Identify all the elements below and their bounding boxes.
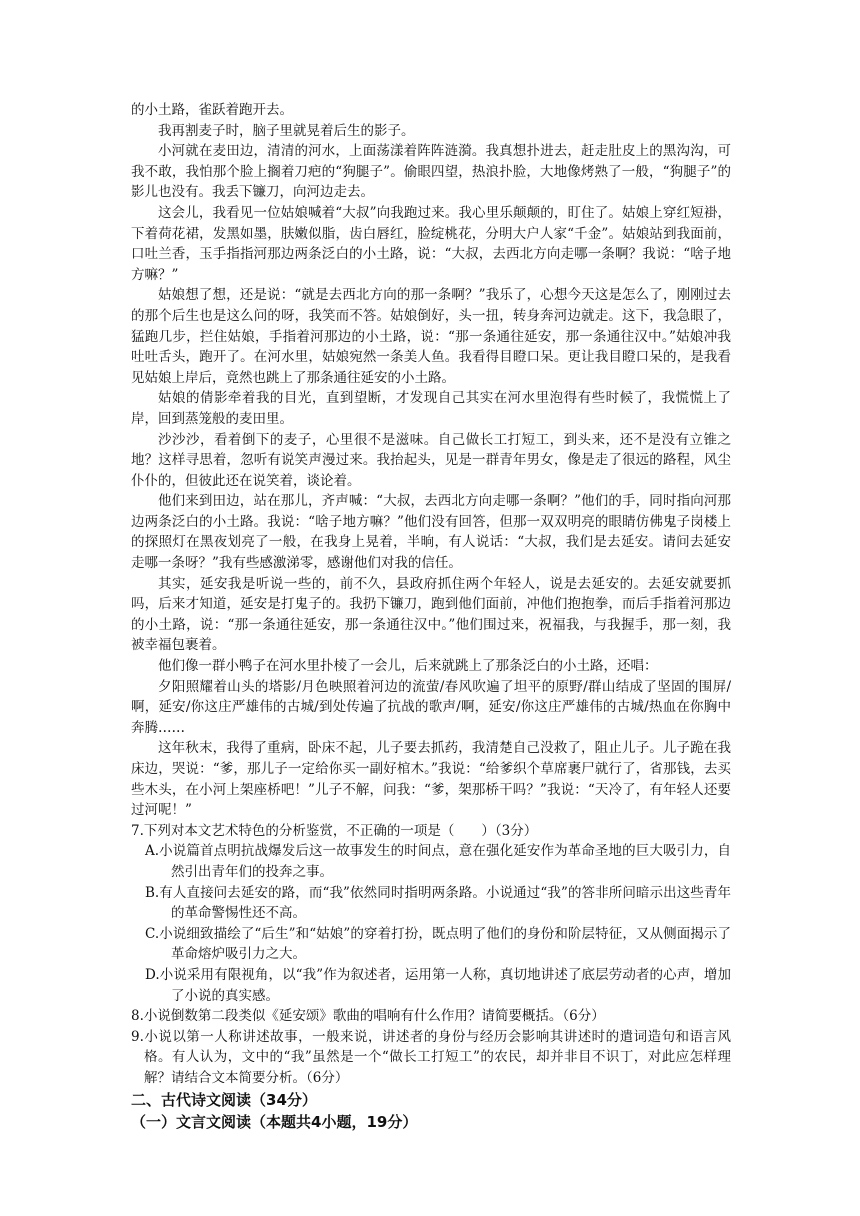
subsection-heading: （一）文言文阅读（本题共4小题，19分） (131, 1112, 418, 1131)
paragraph: 沙沙沙，看着倒下的麦子，心里很不是滋味。自己做长工打短工，到头来，还不是没有立锥之地？这样寻思着，忽听有说笑声漫过来。我抬起头，见是一群青年男女，像是走了很远的路程，风尘仆仆的，但彼此还在说笑着，谈论着。 (131, 431, 731, 489)
question-7: 7.下列对本文艺术特色的分析鉴赏，不正确的一项是（ ）（3分） (131, 822, 538, 839)
option-b: B.有人直接问去延安的路，而“我”依然同时指明两条路。小说通过“我”的答非所问暗示出这些青年的革命警惕性还不高。 (145, 884, 731, 922)
paragraph: 姑娘的倩影牵着我的目光，直到望断，才发现自己其实在河水里泡得有些时候了，我慌慌上了岸，回到蒸笼般的麦田里。 (131, 390, 731, 427)
paragraph: 他们像一群小鸭子在河水里扑棱了一会儿，后来就跳上了那条泛白的小土路，还唱： (158, 658, 658, 675)
question-8: 8.小说倒数第二段类似《延安颂》歌曲的唱响有什么作用？请简要概括。（6分） (131, 1008, 605, 1025)
paragraph: 这年秋末，我得了重病，卧床不起，儿子要去抓药，我清楚自己没救了，阻止儿子。儿子跪在我床边，哭说：“爹，那儿子一定给你买一副好棺木。”我说：“给爹织个草席裹尸就行了，省那钱，去买些木头，在小河上架座桥吧！”儿子不解，问我：“爹，架那桥干吗？”我说：“天冷了，有年轻人还要过河呢！” (131, 740, 731, 819)
option-d: D.小说采用有限视角，以“我”作为叙述者，运用第一人称，真切地讲述了底层劳动者的心声，增加了小说的真实感。 (145, 966, 731, 1004)
paragraph: 小河就在麦田边，清清的河水，上面荡漾着阵阵涟漪。我真想扑进去，赶走肚皮上的黑沟沟，可我不敢，我怕那个脸上搁着刀疤的“狗腿子”。偷眼四望，热浪扑脸，大地像烤熟了一般，“狗腿子”的影儿也没有。我丢下镰刀，向河边走去。 (131, 143, 731, 201)
paragraph: 这会儿，我看见一位姑娘喊着“大叔”向我跑过来。我心里乐颠颠的，盯住了。姑娘上穿红短褂，下着荷花裙，发黑如墨，肤嫩似脂，齿白唇红，脸绽桃花，分明大户人家“千金”。姑娘站到我面前，口吐兰香，玉手指指河那边两条泛白的小土路，说：“大叔，去西北方向走哪一条啊？我说：“啥子地方嘛？” (131, 204, 731, 283)
paragraph: 我再割麦子时，脑子里就晃着后生的影子。 (158, 122, 415, 139)
paragraph: 他们来到田边，站在那儿，齐声喊：“大叔，去西北方向走哪一条啊？”他们的手，同时指向河那边两条泛白的小土路。我说：“啥子地方嘛？”他们没有回答，但那一双双明亮的眼睛仿佛鬼子岗楼上的探照灯在黑夜划亮了一般，在我身上晃着，半晌，有人说话：“大叔，我们是去延安。请问去延安走哪一条呀？”我有些感激涕零，感谢他们对我的信任。 (131, 493, 731, 572)
paragraph: 姑娘想了想，还是说：“就是去西北方向的那一条啊？”我乐了，心想今天这是怎么了，刚刚过去的那个后生也是这么问的呀，我笑而不答。姑娘倒好，头一扭，转身奔河边就走。这下，我急眼了，猛跑几步，拦住姑娘，手指着河那边的小土路，说：“那一条通往延安，那一条通往汉中。”姑娘冲我吐吐舌头，跑开了。在河水里，姑娘宛然一条美人鱼。我看得目瞪口呆。更让我目瞪口呆的，是我看见姑娘上岸后，竟然也跳上了那条通往延安的小土路。 (131, 287, 731, 386)
document-page (131, 100, 731, 1133)
paragraph: 的小土路，雀跃着跑开去。 (131, 102, 293, 118)
song-lyrics: 夕阳照耀着山头的塔影/月色映照着河边的流萤/春风吹遍了坦平的原野/群山结成了坚固的围屏/啊，延安/你这庄严雄伟的古城/到处传遍了抗战的歌声/啊，延安/你这庄严雄伟的古城/热血在你胸中奔腾…… (131, 678, 731, 736)
question-9: 9.小说以第一人称讲述故事，一般来说，讲述者的身份与经历会影响其讲述时的遣词造句和语言风格。有人认为，文中的“我”虽然是一个“做长工打短工”的农民，却并非目不识丁，对此应怎样理解？请结合文本简要分析。（6分） (131, 1028, 731, 1086)
section-heading: 二、古代诗文阅读（34分） (131, 1090, 317, 1109)
option-c: C.小说细致描绘了“后生”和“姑娘”的穿着打扮，既点明了他们的身份和阶层特征，又从侧面揭示了革命熔炉吸引力之大。 (145, 925, 731, 963)
paragraph: 其实，延安我是听说一些的，前不久，县政府抓住两个年轻人，说是去延安的。去延安就要抓吗，后来才知道，延安是打鬼子的。我扔下镰刀，跑到他们面前，冲他们抱抱拳，而后手指着河那边的小土路，说：“那一条通往延安，那一条通往汉中。”他们围过来，祝福我，与我握手，那一刻，我被幸福包裹着。 (131, 575, 731, 654)
option-a: A.小说篇首点明抗战爆发后这一故事发生的时间点，意在强化延安作为革命圣地的巨大吸引力，自然引出青年们的投奔之事。 (145, 843, 731, 880)
